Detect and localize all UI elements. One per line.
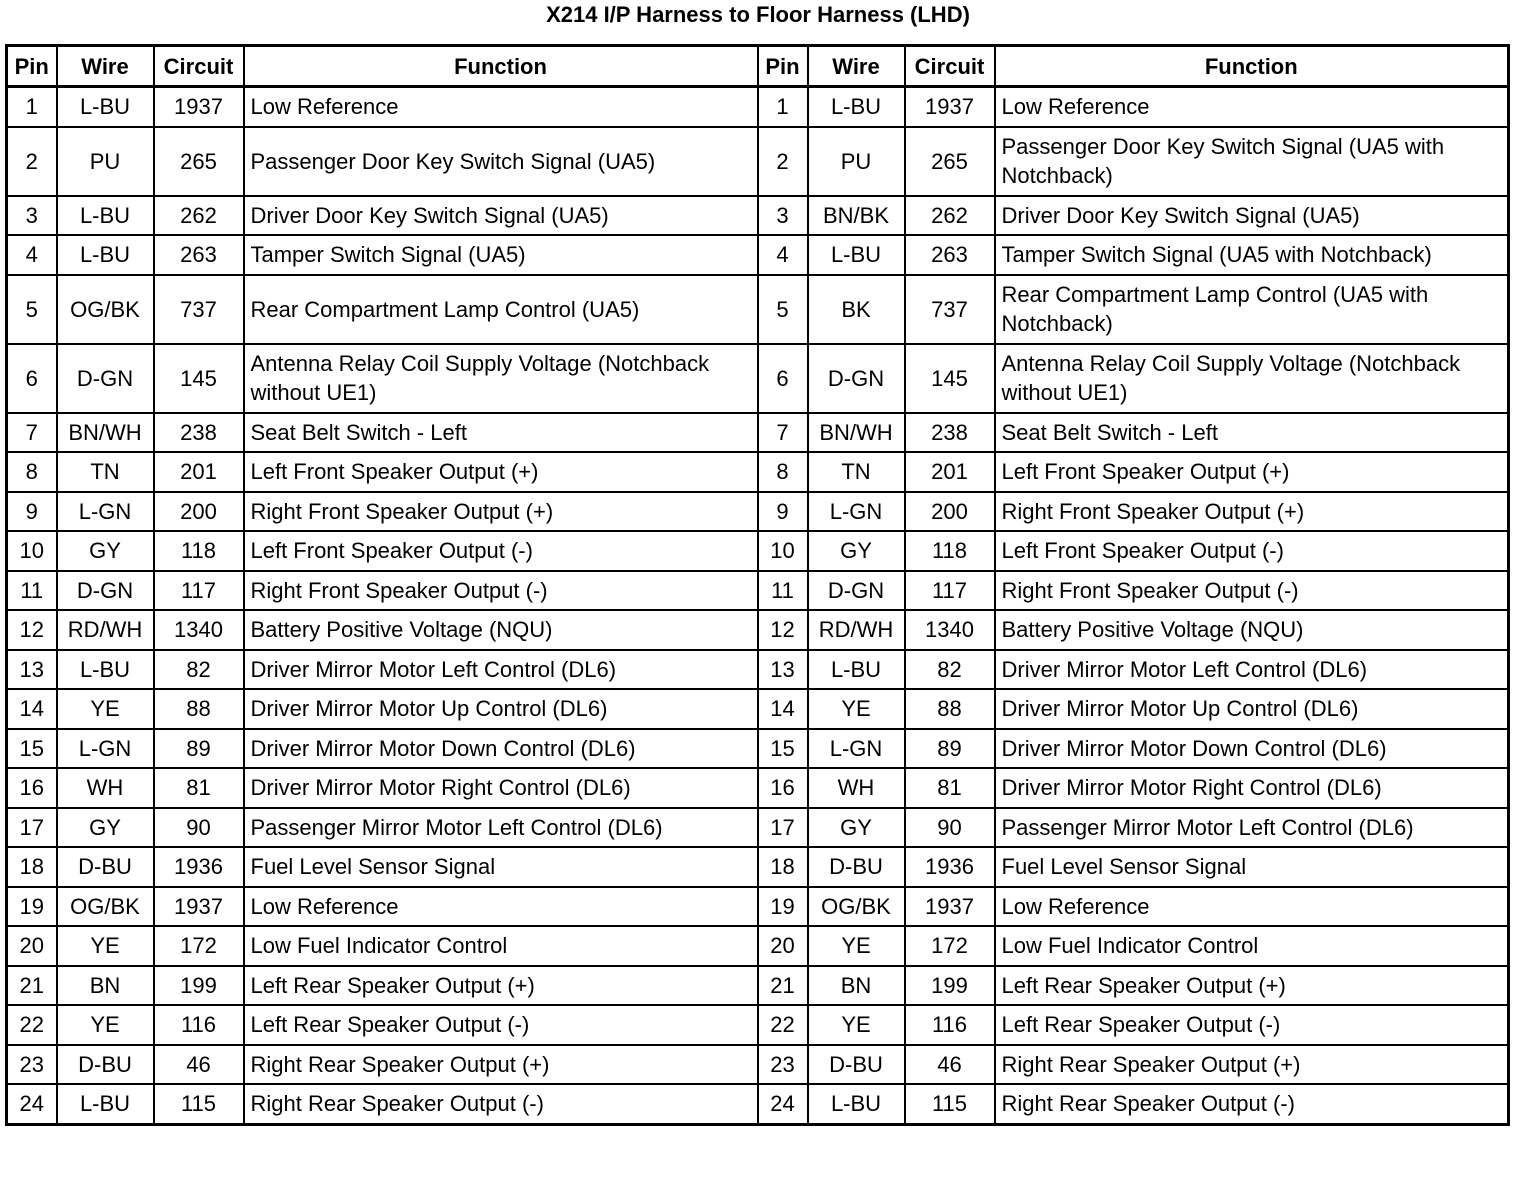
- left-pin-cell: 19: [7, 887, 57, 927]
- left-pin-cell: 3: [7, 196, 57, 236]
- table-row: [7, 966, 1509, 1006]
- right-function-cell: Left Rear Speaker Output (-): [995, 1005, 1509, 1045]
- left-wire-cell: GY: [57, 808, 154, 848]
- left-pin-cell: 5: [7, 275, 57, 344]
- left-function-cell: Battery Positive Voltage (NQU): [244, 610, 758, 650]
- left-wire-cell: D-GN: [57, 344, 154, 413]
- right-circuit-cell: 199: [905, 966, 995, 1006]
- right-circuit-cell: 115: [905, 1084, 995, 1124]
- right-wire-cell: D-GN: [808, 571, 905, 611]
- right-function-cell: Driver Mirror Motor Left Control (DL6): [995, 650, 1509, 690]
- right-pin-cell: 12: [758, 610, 808, 650]
- right-pin-cell: 17: [758, 808, 808, 848]
- left-wire-cell: L-BU: [57, 650, 154, 690]
- left-function-cell: Passenger Door Key Switch Signal (UA5): [244, 127, 758, 196]
- right-function-cell: Left Rear Speaker Output (+): [995, 966, 1509, 1006]
- left-function-cell: Driver Mirror Motor Down Control (DL6): [244, 729, 758, 769]
- left-wire-cell: YE: [57, 926, 154, 966]
- right-circuit-cell: 200: [905, 492, 995, 532]
- right-circuit-cell: 46: [905, 1045, 995, 1085]
- left-circuit-cell: 263: [154, 235, 244, 275]
- left-pin-cell: 2: [7, 127, 57, 196]
- left-function-cell: Driver Mirror Motor Up Control (DL6): [244, 689, 758, 729]
- left-wire-cell: BN: [57, 966, 154, 1006]
- right-circuit-cell: 1936: [905, 847, 995, 887]
- right-circuit-cell: 116: [905, 1005, 995, 1045]
- left-wire-cell: D-GN: [57, 571, 154, 611]
- left-circuit-cell: 199: [154, 966, 244, 1006]
- right-function-cell: Left Front Speaker Output (-): [995, 531, 1509, 571]
- right-wire-cell: YE: [808, 689, 905, 729]
- table-row: [7, 571, 1509, 611]
- right-pin-cell: 24: [758, 1084, 808, 1124]
- right-wire-cell: OG/BK: [808, 887, 905, 927]
- table-row: [7, 768, 1509, 808]
- left-wire-cell: PU: [57, 127, 154, 196]
- right-wire-cell: D-BU: [808, 847, 905, 887]
- left-circuit-cell: 116: [154, 1005, 244, 1045]
- left-wire-cell: RD/WH: [57, 610, 154, 650]
- right-function-cell: Battery Positive Voltage (NQU): [995, 610, 1509, 650]
- right-wire-cell: BN/BK: [808, 196, 905, 236]
- page-title: X214 I/P Harness to Floor Harness (LHD): [546, 2, 970, 27]
- table-row: [7, 344, 1509, 413]
- left-circuit-cell: 238: [154, 413, 244, 453]
- right-pin-cell: 1: [758, 87, 808, 127]
- right-wire-cell: RD/WH: [808, 610, 905, 650]
- right-pin-cell: 6: [758, 344, 808, 413]
- table-row: [7, 413, 1509, 453]
- right-function-cell: Low Reference: [995, 87, 1509, 127]
- right-circuit-cell: 1340: [905, 610, 995, 650]
- header-wire: Wire: [808, 46, 905, 87]
- header-circuit: Circuit: [154, 46, 244, 87]
- right-wire-cell: PU: [808, 127, 905, 196]
- right-function-cell: Fuel Level Sensor Signal: [995, 847, 1509, 887]
- left-pin-cell: 23: [7, 1045, 57, 1085]
- header-pin: Pin: [758, 46, 808, 87]
- right-circuit-cell: 145: [905, 344, 995, 413]
- right-circuit-cell: 117: [905, 571, 995, 611]
- left-circuit-cell: 1937: [154, 87, 244, 127]
- table-row: [7, 127, 1509, 196]
- right-pin-cell: 19: [758, 887, 808, 927]
- right-circuit-cell: 201: [905, 452, 995, 492]
- left-pin-cell: 18: [7, 847, 57, 887]
- right-wire-cell: BN/WH: [808, 413, 905, 453]
- right-pin-cell: 16: [758, 768, 808, 808]
- table-row: [7, 729, 1509, 769]
- left-function-cell: Low Reference: [244, 887, 758, 927]
- left-function-cell: Antenna Relay Coil Supply Voltage (Notchback without UE1): [244, 344, 758, 413]
- left-function-cell: Driver Mirror Motor Right Control (DL6): [244, 768, 758, 808]
- table-row: [7, 1005, 1509, 1045]
- left-pin-cell: 10: [7, 531, 57, 571]
- right-function-cell: Driver Mirror Motor Right Control (DL6): [995, 768, 1509, 808]
- left-wire-cell: L-GN: [57, 729, 154, 769]
- left-function-cell: Right Front Speaker Output (-): [244, 571, 758, 611]
- right-circuit-cell: 89: [905, 729, 995, 769]
- table-row: [7, 650, 1509, 690]
- right-function-cell: Driver Door Key Switch Signal (UA5): [995, 196, 1509, 236]
- table-row: [7, 887, 1509, 927]
- left-circuit-cell: 145: [154, 344, 244, 413]
- left-function-cell: Right Front Speaker Output (+): [244, 492, 758, 532]
- right-wire-cell: BK: [808, 275, 905, 344]
- left-function-cell: Low Fuel Indicator Control: [244, 926, 758, 966]
- left-pin-cell: 17: [7, 808, 57, 848]
- left-wire-cell: L-BU: [57, 1084, 154, 1124]
- right-function-cell: Antenna Relay Coil Supply Voltage (Notchback without UE1): [995, 344, 1509, 413]
- table-row: [7, 275, 1509, 344]
- left-pin-cell: 21: [7, 966, 57, 1006]
- left-circuit-cell: 265: [154, 127, 244, 196]
- right-pin-cell: 7: [758, 413, 808, 453]
- table-row: [7, 87, 1509, 127]
- right-circuit-cell: 118: [905, 531, 995, 571]
- right-function-cell: Right Front Speaker Output (-): [995, 571, 1509, 611]
- left-pin-cell: 14: [7, 689, 57, 729]
- header-row: [7, 46, 1509, 87]
- left-circuit-cell: 115: [154, 1084, 244, 1124]
- header-pin: Pin: [7, 46, 57, 87]
- right-pin-cell: 9: [758, 492, 808, 532]
- left-function-cell: Left Front Speaker Output (-): [244, 531, 758, 571]
- right-wire-cell: L-GN: [808, 492, 905, 532]
- left-circuit-cell: 90: [154, 808, 244, 848]
- right-pin-cell: 14: [758, 689, 808, 729]
- right-wire-cell: YE: [808, 926, 905, 966]
- left-circuit-cell: 81: [154, 768, 244, 808]
- left-pin-cell: 7: [7, 413, 57, 453]
- right-wire-cell: D-BU: [808, 1045, 905, 1085]
- left-pin-cell: 9: [7, 492, 57, 532]
- right-function-cell: Left Front Speaker Output (+): [995, 452, 1509, 492]
- right-pin-cell: 15: [758, 729, 808, 769]
- right-circuit-cell: 1937: [905, 87, 995, 127]
- right-function-cell: Low Reference: [995, 887, 1509, 927]
- left-circuit-cell: 88: [154, 689, 244, 729]
- header-wire: Wire: [57, 46, 154, 87]
- right-circuit-cell: 238: [905, 413, 995, 453]
- left-circuit-cell: 1340: [154, 610, 244, 650]
- right-circuit-cell: 1937: [905, 887, 995, 927]
- table-row: [7, 196, 1509, 236]
- right-circuit-cell: 265: [905, 127, 995, 196]
- left-function-cell: Fuel Level Sensor Signal: [244, 847, 758, 887]
- left-function-cell: Driver Door Key Switch Signal (UA5): [244, 196, 758, 236]
- left-pin-cell: 4: [7, 235, 57, 275]
- right-circuit-cell: 263: [905, 235, 995, 275]
- right-function-cell: Driver Mirror Motor Up Control (DL6): [995, 689, 1509, 729]
- right-wire-cell: L-GN: [808, 729, 905, 769]
- right-function-cell: Rear Compartment Lamp Control (UA5 with Notchback): [995, 275, 1509, 344]
- left-pin-cell: 6: [7, 344, 57, 413]
- left-pin-cell: 24: [7, 1084, 57, 1124]
- right-wire-cell: WH: [808, 768, 905, 808]
- left-function-cell: Left Front Speaker Output (+): [244, 452, 758, 492]
- left-wire-cell: L-GN: [57, 492, 154, 532]
- left-function-cell: Left Rear Speaker Output (+): [244, 966, 758, 1006]
- right-pin-cell: 11: [758, 571, 808, 611]
- left-function-cell: Driver Mirror Motor Left Control (DL6): [244, 650, 758, 690]
- table-row: [7, 689, 1509, 729]
- right-wire-cell: L-BU: [808, 87, 905, 127]
- right-function-cell: Right Front Speaker Output (+): [995, 492, 1509, 532]
- right-function-cell: Low Fuel Indicator Control: [995, 926, 1509, 966]
- left-function-cell: Right Rear Speaker Output (+): [244, 1045, 758, 1085]
- right-circuit-cell: 81: [905, 768, 995, 808]
- left-pin-cell: 15: [7, 729, 57, 769]
- table-row: [7, 531, 1509, 571]
- left-wire-cell: BN/WH: [57, 413, 154, 453]
- right-circuit-cell: 88: [905, 689, 995, 729]
- left-pin-cell: 8: [7, 452, 57, 492]
- right-wire-cell: L-BU: [808, 235, 905, 275]
- left-circuit-cell: 172: [154, 926, 244, 966]
- right-pin-cell: 20: [758, 926, 808, 966]
- left-wire-cell: WH: [57, 768, 154, 808]
- left-wire-cell: YE: [57, 1005, 154, 1045]
- right-wire-cell: L-BU: [808, 1084, 905, 1124]
- left-circuit-cell: 1936: [154, 847, 244, 887]
- right-wire-cell: GY: [808, 531, 905, 571]
- left-circuit-cell: 117: [154, 571, 244, 611]
- right-function-cell: Passenger Mirror Motor Left Control (DL6): [995, 808, 1509, 848]
- right-pin-cell: 10: [758, 531, 808, 571]
- right-function-cell: Passenger Door Key Switch Signal (UA5 with Notchback): [995, 127, 1509, 196]
- right-circuit-cell: 262: [905, 196, 995, 236]
- right-pin-cell: 23: [758, 1045, 808, 1085]
- harness-pinout-table: [5, 44, 1510, 1126]
- right-function-cell: Right Rear Speaker Output (-): [995, 1084, 1509, 1124]
- table-row: [7, 235, 1509, 275]
- left-function-cell: Rear Compartment Lamp Control (UA5): [244, 275, 758, 344]
- right-circuit-cell: 172: [905, 926, 995, 966]
- right-function-cell: Tamper Switch Signal (UA5 with Notchback): [995, 235, 1509, 275]
- left-function-cell: Left Rear Speaker Output (-): [244, 1005, 758, 1045]
- left-wire-cell: OG/BK: [57, 275, 154, 344]
- table-row: [7, 808, 1509, 848]
- right-pin-cell: 18: [758, 847, 808, 887]
- table-row: [7, 926, 1509, 966]
- left-pin-cell: 11: [7, 571, 57, 611]
- left-wire-cell: L-BU: [57, 87, 154, 127]
- right-pin-cell: 2: [758, 127, 808, 196]
- left-wire-cell: OG/BK: [57, 887, 154, 927]
- table-row: [7, 492, 1509, 532]
- right-wire-cell: BN: [808, 966, 905, 1006]
- right-pin-cell: 4: [758, 235, 808, 275]
- right-wire-cell: GY: [808, 808, 905, 848]
- left-circuit-cell: 262: [154, 196, 244, 236]
- left-function-cell: Tamper Switch Signal (UA5): [244, 235, 758, 275]
- left-circuit-cell: 201: [154, 452, 244, 492]
- left-circuit-cell: 1937: [154, 887, 244, 927]
- right-pin-cell: 5: [758, 275, 808, 344]
- left-function-cell: Right Rear Speaker Output (-): [244, 1084, 758, 1124]
- right-wire-cell: TN: [808, 452, 905, 492]
- right-function-cell: Right Rear Speaker Output (+): [995, 1045, 1509, 1085]
- table-row: [7, 452, 1509, 492]
- left-pin-cell: 20: [7, 926, 57, 966]
- left-pin-cell: 1: [7, 87, 57, 127]
- right-circuit-cell: 737: [905, 275, 995, 344]
- right-circuit-cell: 90: [905, 808, 995, 848]
- left-wire-cell: YE: [57, 689, 154, 729]
- left-pin-cell: 22: [7, 1005, 57, 1045]
- header-function: Function: [244, 46, 758, 87]
- right-function-cell: Driver Mirror Motor Down Control (DL6): [995, 729, 1509, 769]
- left-wire-cell: D-BU: [57, 847, 154, 887]
- left-pin-cell: 16: [7, 768, 57, 808]
- table-row: [7, 1045, 1509, 1085]
- left-pin-cell: 12: [7, 610, 57, 650]
- right-function-cell: Seat Belt Switch - Left: [995, 413, 1509, 453]
- table-row: [7, 610, 1509, 650]
- left-circuit-cell: 82: [154, 650, 244, 690]
- left-wire-cell: GY: [57, 531, 154, 571]
- left-wire-cell: L-BU: [57, 196, 154, 236]
- right-pin-cell: 3: [758, 196, 808, 236]
- left-function-cell: Passenger Mirror Motor Left Control (DL6): [244, 808, 758, 848]
- left-wire-cell: TN: [57, 452, 154, 492]
- left-function-cell: Seat Belt Switch - Left: [244, 413, 758, 453]
- header-function: Function: [995, 46, 1509, 87]
- table-row: [7, 1084, 1509, 1124]
- right-circuit-cell: 82: [905, 650, 995, 690]
- left-function-cell: Low Reference: [244, 87, 758, 127]
- header-circuit: Circuit: [905, 46, 995, 87]
- right-wire-cell: YE: [808, 1005, 905, 1045]
- right-wire-cell: D-GN: [808, 344, 905, 413]
- left-circuit-cell: 737: [154, 275, 244, 344]
- left-circuit-cell: 200: [154, 492, 244, 532]
- right-pin-cell: 13: [758, 650, 808, 690]
- table-row: [7, 847, 1509, 887]
- left-wire-cell: L-BU: [57, 235, 154, 275]
- left-circuit-cell: 46: [154, 1045, 244, 1085]
- right-wire-cell: L-BU: [808, 650, 905, 690]
- left-pin-cell: 13: [7, 650, 57, 690]
- right-pin-cell: 8: [758, 452, 808, 492]
- left-circuit-cell: 89: [154, 729, 244, 769]
- right-pin-cell: 21: [758, 966, 808, 1006]
- left-wire-cell: D-BU: [57, 1045, 154, 1085]
- left-circuit-cell: 118: [154, 531, 244, 571]
- right-pin-cell: 22: [758, 1005, 808, 1045]
